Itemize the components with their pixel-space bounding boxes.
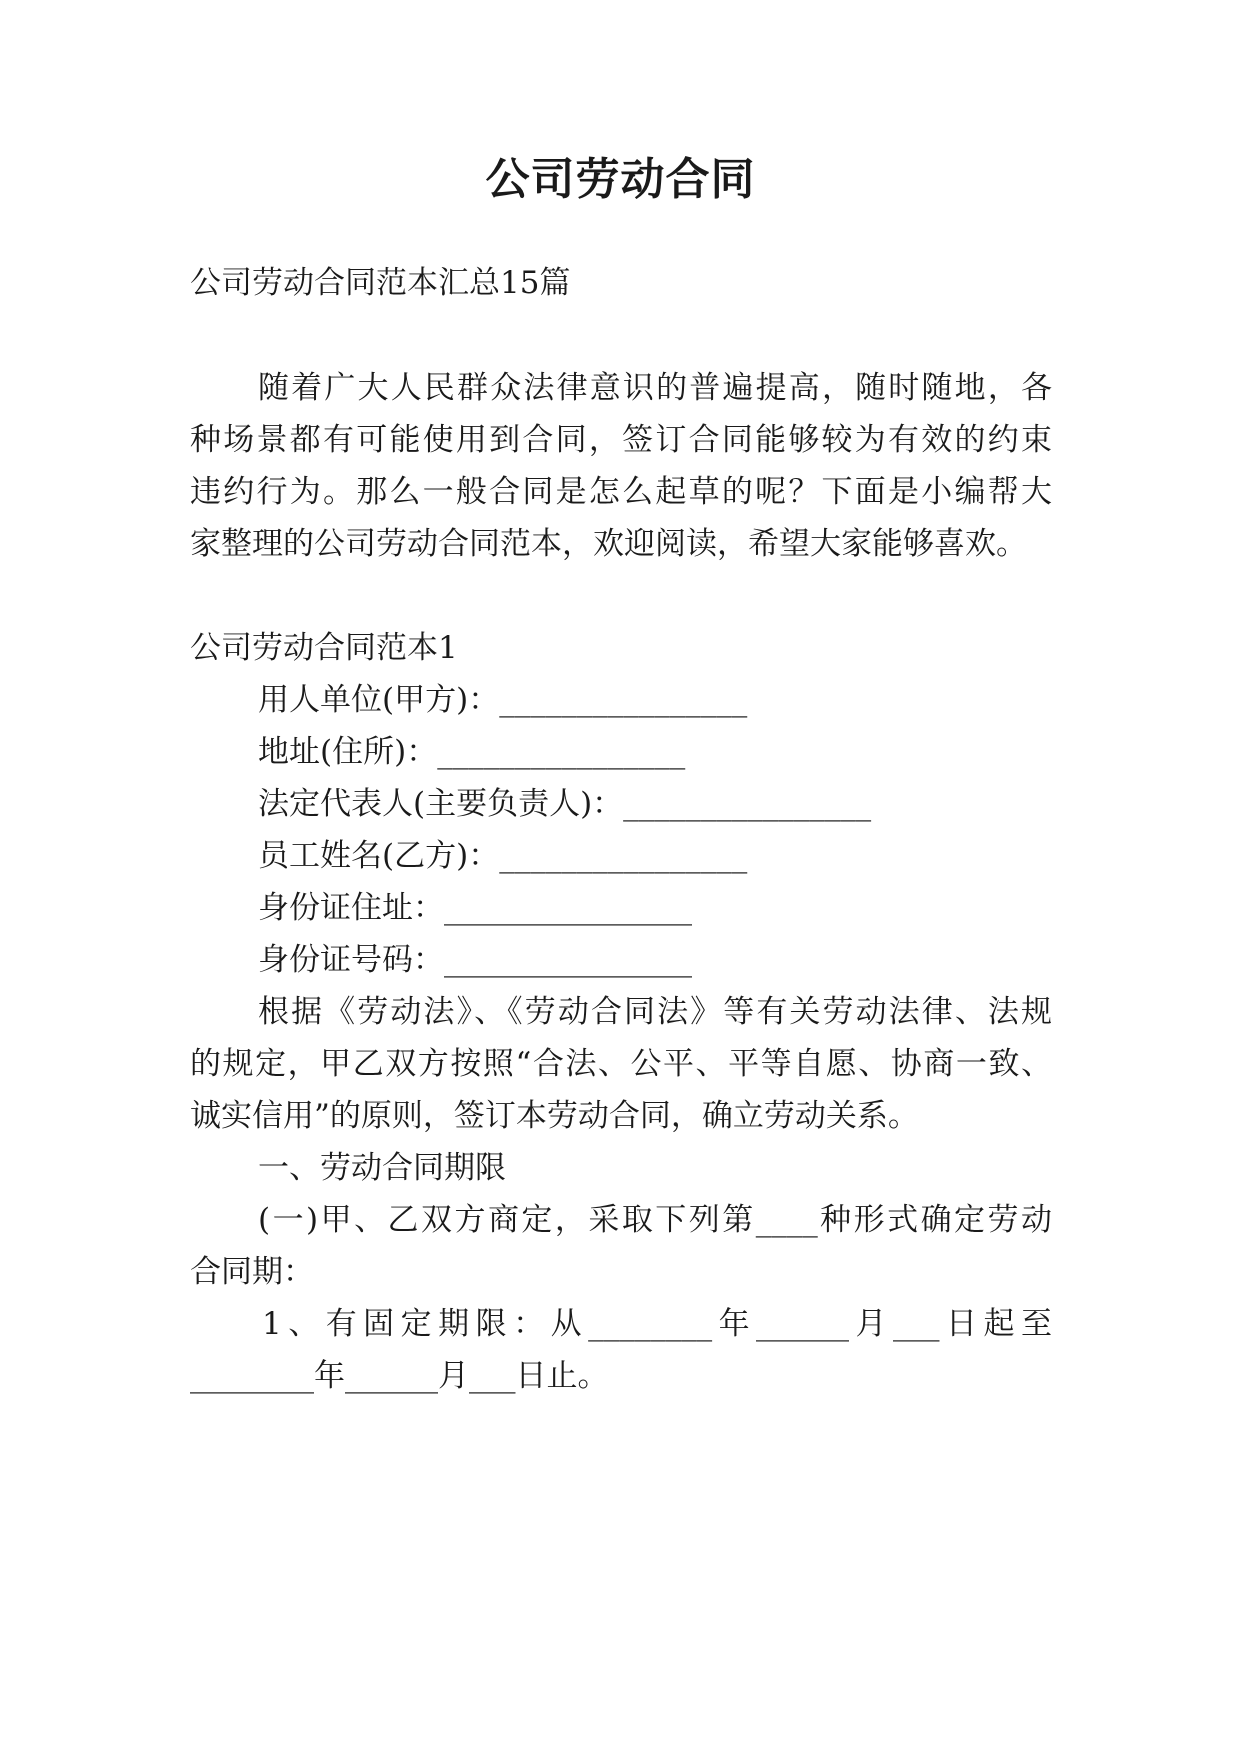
fixed-term-line-2: ________年______月___日止。	[190, 1358, 609, 1394]
field-id-address: 身份证住址：________________	[258, 890, 692, 926]
term-heading: 一、劳动合同期限	[258, 1150, 506, 1186]
field-employer: 用人单位(甲方)：________________	[258, 682, 748, 718]
term-clause-line-1: (一)甲、乙双方商定，采取下列第____种形式确定劳动	[258, 1202, 1052, 1238]
basis-line-3: 诚实信用”的原则，签订本劳动合同，确立劳动关系。	[190, 1098, 919, 1134]
field-legal-representative: 法定代表人(主要负责人)：________________	[258, 786, 872, 822]
intro-line-3: 违约行为。那么一般合同是怎么起草的呢？下面是小编帮大	[190, 474, 1052, 510]
basis-line-2: 的规定，甲乙双方按照“合法、公平、平等自愿、协商一致、	[190, 1046, 1052, 1082]
field-id-number: 身份证号码：________________	[258, 942, 692, 978]
basis-line-1: 根据《劳动法》、《劳动合同法》等有关劳动法律、法规	[258, 994, 1052, 1030]
document-subtitle: 公司劳动合同范本汇总15篇	[190, 265, 571, 301]
section-heading: 公司劳动合同范本1	[190, 630, 458, 666]
intro-line-1: 随着广大人民群众法律意识的普遍提高，随时随地，各	[258, 370, 1052, 406]
term-clause-line-2: 合同期：	[190, 1254, 314, 1290]
fixed-term-line-1: 1、有固定期限：从________年______月___日起至	[262, 1306, 1052, 1342]
document-title: 公司劳动合同	[485, 154, 756, 205]
field-address: 地址(住所)：________________	[258, 734, 686, 770]
intro-line-4: 家整理的公司劳动合同范本，欢迎阅读，希望大家能够喜欢。	[190, 526, 1027, 562]
field-employee-name: 员工姓名(乙方)：________________	[258, 838, 748, 874]
intro-line-2: 种场景都有可能使用到合同，签订合同能够较为有效的约束	[190, 422, 1052, 458]
